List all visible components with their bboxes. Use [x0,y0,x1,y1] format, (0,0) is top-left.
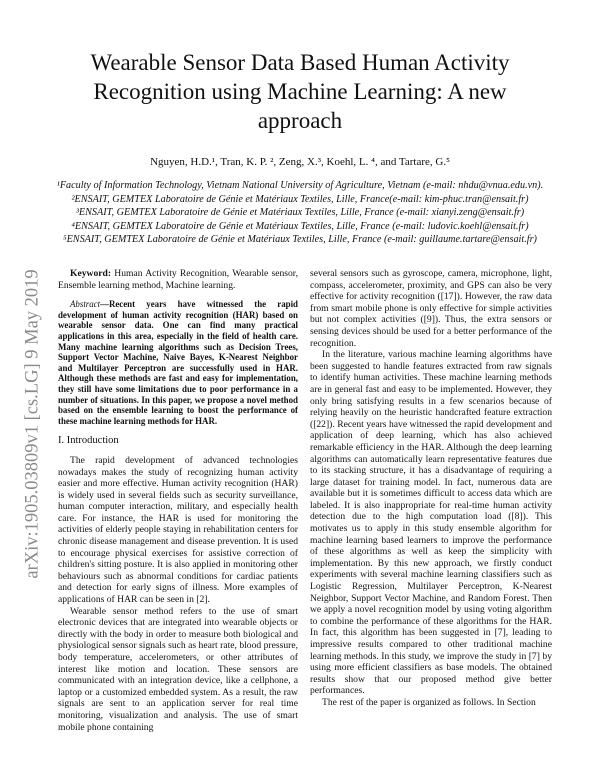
abstract [58,299,298,426]
keywords-text: Human Activity Recognition, Wearable sensor, Ensemble learning method, Machine learning. [58,268,299,291]
left-column [58,268,298,733]
affiliation-3: ³ENSAIT, GEMTEX Laboratoire de Génie et Matériaux Textiles, Lille, France (e-mail: xianyi.zeng@ensait.fr) [75,207,525,219]
affiliation-4: ⁴ENSAIT, GEMTEX Laboratoire de Génie et Matériaux Textiles, Lille, France (e-mail: ludovic.koehl@ensait.fr) [71,220,529,232]
keywords-label: Keyword: [70,268,112,279]
paragraph: The rest of the paper is organized as follows. In Section [322,696,536,708]
abstract-text: —Recent years have witnessed the rapid development of human activity recognition (HAR) based on wearable sensor data. One can find many practical applications in this area, especially in the field of health care. Many machine learning algorithms such as Decision Trees, Support Vector Machine, Naive Bayes, K-Nearest Neighbor and Multilayer Perceptron are successfully used in HAR. Although these methods are fast and easy for implementation, they still have some limitations due to poor performance in a number of situations. In this paper, we propose a novel method based on the ensemble learning to boost the performance of these machine learning methods for HAR. [58,299,298,426]
abstract-label: Abstract [70,299,101,310]
author-list: Nguyen, H.D.¹, Tran, K. P. ², Zeng, X.³, Koehl, L. ⁴, and Tartare, G.⁵ [150,156,450,168]
section-heading-introduction: I. Introduction [58,435,119,447]
paragraph: In the literature, various machine learning algorithms have been suggested to handle features extracted from raw signals to identify human activities. These machine learning methods are in general fast and easy to be implemented. However, they only bring satisfying results in a few scenarios because of relying heavily on the heuristic handcrafted feature extraction ([22]). Recent years have witnessed the rapid development and application of deep learning, which has also achieved remarkable efficiency in the HAR. Although the deep learning algorithms can automatically learn representative features due to its stacking structure, it has a disadvantage of requiring a large dataset for training model. In fact, numerous data are available but it is sometimes difficult to access data which are labeled. It is also inappropriate for real-time human activity detection due to the high computation load ([8]). This motivates us to apply in this study ensemble algorithm for machine learning based learners to improve the performance of these algorithms as well as keep the simplicity with implementation. By this new approach, we firstly conduct experiments with several machine learning classifiers such as Logistic Regression, Multilayer Perceptron, K-Nearest Neighbor, Support Vector Machine, and Random Forest. Then we apply a novel recognition model by using voting algorithm to combine the performance of these algorithms for the HAR. In fact, this algorithm has been suggested in [7], leading to impressive results compared to other traditional machine learning methods. In this study, we improve the study in [7] by using more efficient classifiers as base models. The obtained results show that our proposed method give better performances. [310,349,552,697]
affiliation-2: ²ENSAIT, GEMTEX Laboratoire de Génie et Matériaux Textiles, Lille, France(e-mail: kim-phuc.tran@ensait.fr) [71,193,529,205]
affiliation-5: ⁵ENSAIT, GEMTEX Laboratoire de Génie et Matériaux Textiles, Lille, France (e-mail: guillaume.tartare@ensait.fr) [63,234,537,246]
right-column [310,268,552,709]
affiliations [30,179,570,247]
keywords [58,268,298,291]
paragraph: several sensors such as gyroscope, camera, microphone, light, compass, accelerometer, proximity, and GPS can also be very effective for activity recognition ([17]). However, the raw data from smart mobile phone is only effective for simple activities but not complex activities ([9]). Thus, the extra sensors or sensing devices should be used for a better performance of the recognition. [310,268,552,349]
paragraph: Wearable sensor method refers to the use of smart electronic devices that are integrated into wearable objects or directly with the body in order to measure both biological and physiological sensor signals such as heart rate, blood pressure, body temperature, accelerometers, or other attributes of interest like motion and location. These sensors are communicated with an integration device, like a cellphone, a laptop or a customized embedded system. As a result, the raw signals are sent to an application server for real time monitoring, visualization and analysis. The use of smart mobile phone containing [58,605,298,733]
paper-title: Wearable Sensor Data Based Human Activity Recognition using Machine Learning: A new approach [90,50,510,133]
arxiv-identifier: arXiv:1905.03809v1 [cs.LG] 9 May 2019 [22,269,43,579]
paragraph: The rapid development of advanced technologies nowadays makes the study of recognizing human activity easier and more effective. Human activity recognition (HAR) is widely used in several fields such as security surveillance, human computer interaction, military, and especially health care. For instance, the HAR is used for monitoring the activities of elderly people staying in rehabilitation centers for chronic disease management and disease prevention. It is used to encourage physical exercises for assistive correction of children's sitting posture. It is also applied in monitoring other behaviours such as abnormal conditions for cardiac patients and detection for early signs of illness. More examples of applications of HAR can be seen in [2]. [58,454,298,606]
affiliation-1: ¹Faculty of Information Technology, Vietnam National University of Agriculture, Vietnam (e-mail: nhdu@vnua.edu.vn). [56,180,544,191]
arxiv-sidebar [20,244,46,604]
